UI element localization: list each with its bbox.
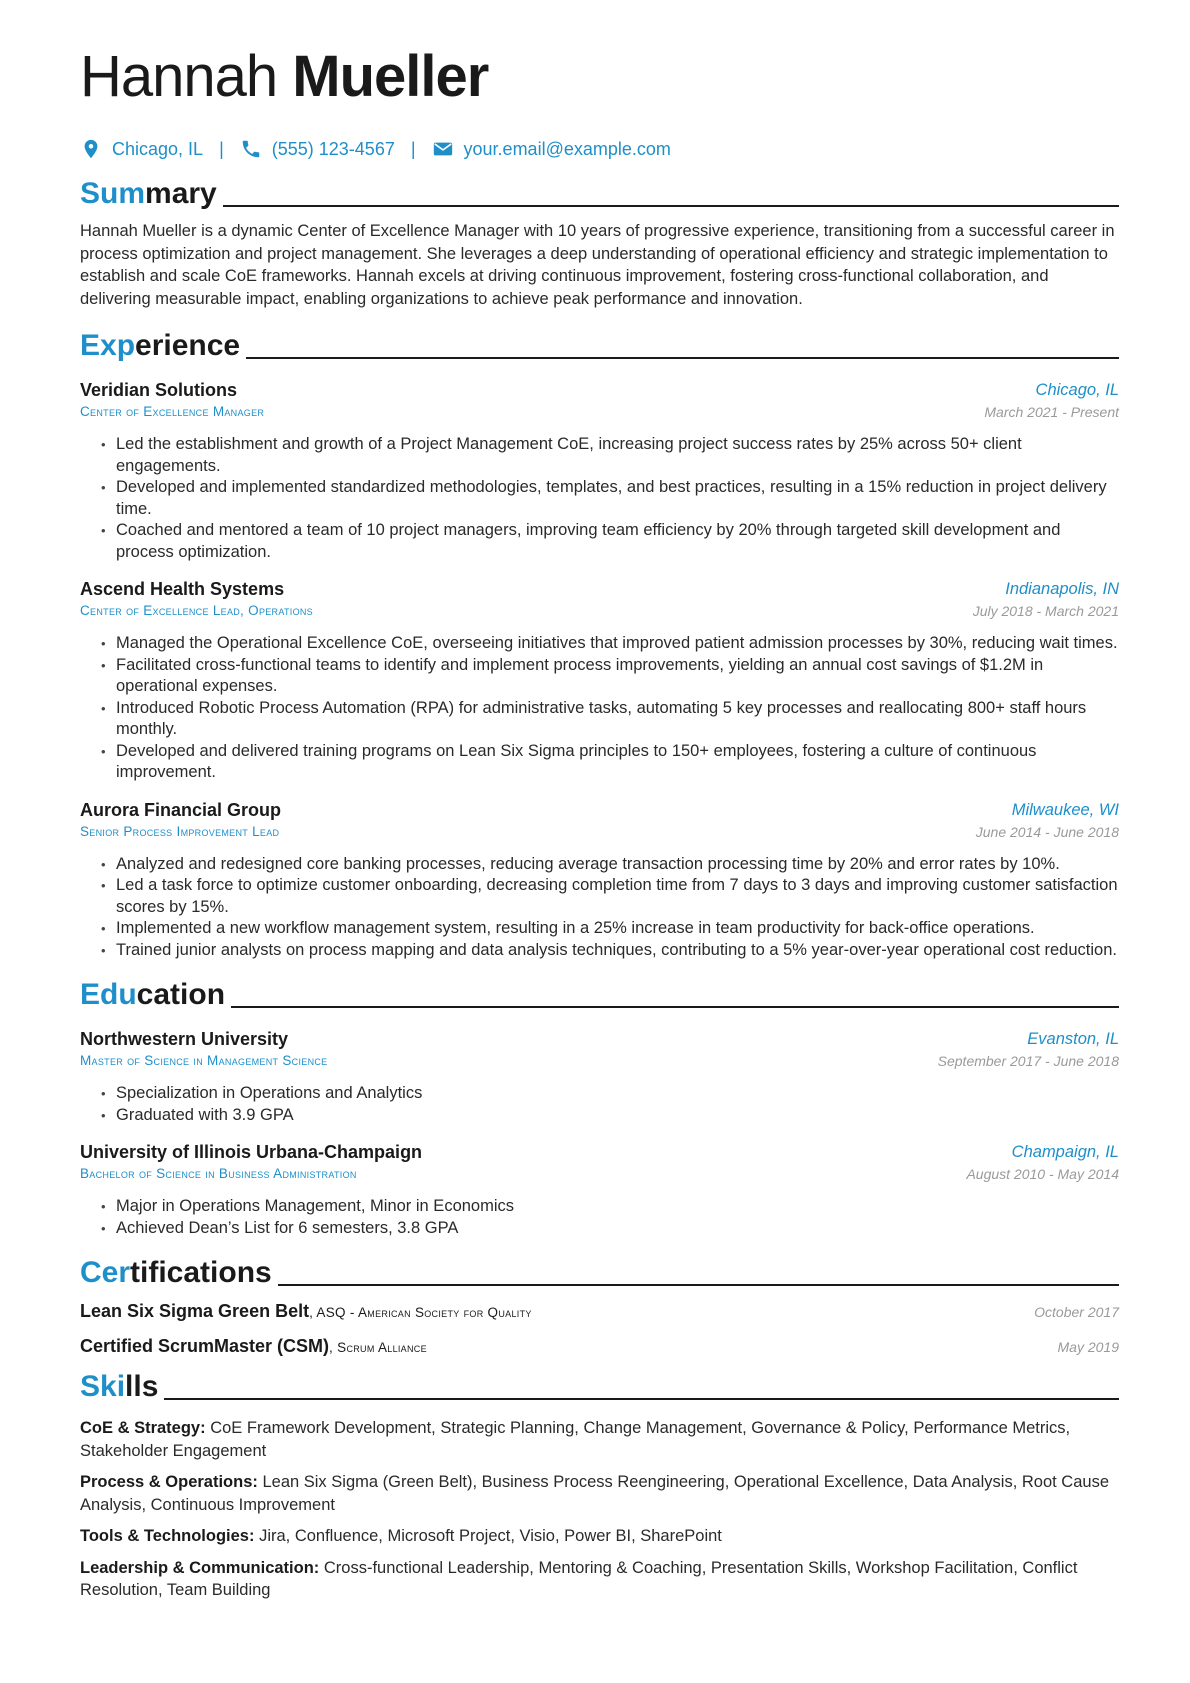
phone-text[interactable]: (555) 123-4567 <box>271 138 395 159</box>
entry-role: Center of Excellence Lead, Operations <box>80 603 313 618</box>
bullet-item: • Analyzed and redesigned core banking processes, reducing average transaction processing time by 20% and error rates by 10%. <box>116 854 1119 876</box>
section-certifications-title <box>80 1251 1119 1291</box>
candidate-name <box>80 42 1119 112</box>
skill-row <box>80 1417 1119 1462</box>
section-title-accent: Cer <box>80 1256 131 1289</box>
certification-issuer: , ASQ - American Society for Quality <box>309 1305 532 1320</box>
bullet-item: • Coached and mentored a team of 10 project managers, improving team efficiency by 20% through targeted skill development and process optimization. <box>116 520 1119 563</box>
section-title-accent: Edu <box>80 978 137 1011</box>
map-marker-icon <box>80 138 102 160</box>
certification-item <box>80 1336 1119 1357</box>
bullet-item: • Developed and implemented standardized methodologies, templates, and best practices, resulting in a 15% reduction in project delivery time. <box>116 477 1119 520</box>
contact-separator: | <box>410 138 416 159</box>
section-divider <box>278 1284 1119 1286</box>
section-title-rest: lls <box>125 1370 159 1403</box>
contact-location <box>80 138 203 160</box>
section-title-rest: tifications <box>130 1256 272 1289</box>
skill-list: Jira, Confluence, Microsoft Project, Visio, Power BI, SharePoint <box>254 1527 722 1545</box>
section-education-title <box>80 973 1119 1013</box>
phone-icon <box>240 138 262 160</box>
education-entry <box>80 1027 1119 1126</box>
bullet-item: • Major in Operations Management, Minor in Economics <box>116 1196 1119 1218</box>
experience-entry <box>80 577 1119 784</box>
entry-bullets <box>80 1083 1119 1126</box>
certification-name: Lean Six Sigma Green Belt <box>80 1301 310 1321</box>
skill-list: Cross-functional Leadership, Mentoring & Coaching, Presentation Skills, Workshop Facilitation, Conflict Resolution, Team Building <box>80 1558 1078 1599</box>
experience-entry <box>80 798 1119 962</box>
contact-bar <box>80 136 1119 162</box>
entry-location: Evanston, IL <box>1027 1030 1119 1048</box>
skill-row <box>80 1525 1119 1548</box>
section-divider <box>246 357 1119 359</box>
certification-name: Certified ScrumMaster (CSM) <box>80 1336 330 1356</box>
entry-organization: Ascend Health Systems <box>80 579 285 599</box>
skill-list: CoE Framework Development, Strategic Planning, Change Management, Governance & Policy, Performance Metrics, Stakeholder Engagement <box>80 1419 1071 1460</box>
certification-issuer: , Scrum Alliance <box>329 1340 427 1355</box>
section-divider <box>164 1398 1119 1400</box>
entry-bullets <box>80 854 1119 962</box>
entry-role: Bachelor of Science in Business Administration <box>80 1166 357 1181</box>
section-title-accent: Ski <box>80 1370 126 1403</box>
skill-category: CoE & Strategy: <box>80 1419 206 1437</box>
section-experience-title <box>80 324 1119 364</box>
summary-text: Hannah Mueller is a dynamic Center of Excellence Manager with 10 years of progressive experience, transitioning from a successful career in process optimization and project management. She leverages a deep understanding of operational efficiency and strategic implementation to establish and scale CoE frameworks. Hannah excels at driving continuous improvement, fostering cross-functional collaboration, and delivering measurable impact, enabling organizations to achieve peak performance and innovation. <box>80 222 1115 308</box>
skill-category: Process & Operations: <box>80 1473 258 1491</box>
entry-role: Master of Science in Management Science <box>80 1053 328 1068</box>
section-title-rest: mary <box>145 177 217 210</box>
entry-bullets <box>80 1196 1119 1239</box>
bullet-item: • Led the establishment and growth of a Project Management CoE, increasing project success rates by 25% across 50+ client engagements. <box>116 434 1119 477</box>
bullet-item: • Introduced Robotic Process Automation (RPA) for administrative tasks, automating 5 key processes and reallocating 800+ staff hours monthly. <box>116 698 1119 741</box>
last-name: Mueller <box>292 44 489 109</box>
entry-location: Chicago, IL <box>1035 381 1119 399</box>
entry-dates: September 2017 - June 2018 <box>937 1053 1119 1069</box>
bullet-item: • Facilitated cross-functional teams to identify and implement process improvements, yielding an annual cost savings of $1.2M in operational expenses. <box>116 655 1119 698</box>
bullet-item: • Achieved Dean’s List for 6 semesters, 3.8 GPA <box>116 1218 1119 1240</box>
section-title-rest: erience <box>135 329 241 362</box>
bullet-item: • Specialization in Operations and Analytics <box>116 1083 1119 1105</box>
contact-email <box>432 138 671 160</box>
entry-bullets <box>80 633 1119 784</box>
bullet-item: • Managed the Operational Excellence CoE, overseeing initiatives that improved patient admission processes by 30%, reducing wait times. <box>116 633 1119 655</box>
skill-row <box>80 1557 1119 1602</box>
section-divider <box>231 1006 1119 1008</box>
skill-row <box>80 1471 1119 1516</box>
contact-phone <box>240 138 395 160</box>
email-link[interactable]: your.email@example.com <box>463 138 671 159</box>
entry-role: Center of Excellence Manager <box>80 404 265 419</box>
entry-role: Senior Process Improvement Lead <box>80 823 280 839</box>
entry-bullets <box>80 434 1119 563</box>
experience-entry <box>80 378 1119 563</box>
entry-dates: June 2014 - June 2018 <box>975 823 1119 840</box>
section-skills-title <box>80 1365 1119 1405</box>
entry-location: Milwaukee, WI <box>1011 800 1119 819</box>
entry-organization: Veridian Solutions <box>80 380 238 400</box>
section-divider <box>223 205 1119 207</box>
section-title-rest: cation <box>136 978 226 1011</box>
education-entry <box>80 1140 1119 1239</box>
entry-dates: August 2010 - May 2014 <box>966 1166 1119 1182</box>
resume-content <box>80 42 1119 1602</box>
entry-organization: Northwestern University <box>80 1029 289 1049</box>
entry-location: Indianapolis, IN <box>1005 580 1119 598</box>
entry-dates: July 2018 - March 2021 <box>972 603 1119 619</box>
section-title-accent: Sum <box>80 177 146 210</box>
first-name: Hannah <box>80 44 278 109</box>
skill-category: Tools & Technologies: <box>80 1527 255 1545</box>
bullet-item: • Led a task force to optimize customer onboarding, decreasing completion time from 7 days to 3 days and improving customer satisfaction scores by 15%. <box>116 875 1119 918</box>
section-summary-title <box>80 172 1119 212</box>
bullet-item: • Graduated with 3.9 GPA <box>116 1105 1119 1127</box>
certification-date: May 2019 <box>1057 1339 1119 1355</box>
certification-item <box>80 1301 1119 1322</box>
skill-category: Leadership & Communication: <box>80 1558 320 1577</box>
entry-organization: Aurora Financial Group <box>80 799 282 820</box>
location-text: Chicago, IL <box>112 138 204 159</box>
bullet-item: • Trained junior analysts on process mapping and data analysis techniques, contributing to a 5% year-over-year operational cost reduction. <box>116 940 1119 962</box>
section-title-accent: Exp <box>80 329 136 362</box>
certification-date: October 2017 <box>1034 1304 1119 1320</box>
contact-separator: | <box>219 138 224 159</box>
bullet-item: • Developed and delivered training programs on Lean Six Sigma principles to 150+ employees, fostering a culture of continuous improvement. <box>116 741 1119 784</box>
skill-list: Lean Six Sigma (Green Belt), Business Process Reengineering, Operational Excellence, Data Analysis, Root Cause Analysis, Continuous Improvement <box>80 1473 1109 1514</box>
envelope-icon <box>432 138 454 160</box>
entry-organization: University of Illinois Urbana-Champaign <box>80 1142 423 1162</box>
entry-location: Champaign, IL <box>1011 1143 1119 1161</box>
bullet-item: • Implemented a new workflow management system, resulting in a 25% increase in team productivity for back-office operations. <box>116 918 1119 940</box>
entry-dates: March 2021 - Present <box>984 404 1119 420</box>
